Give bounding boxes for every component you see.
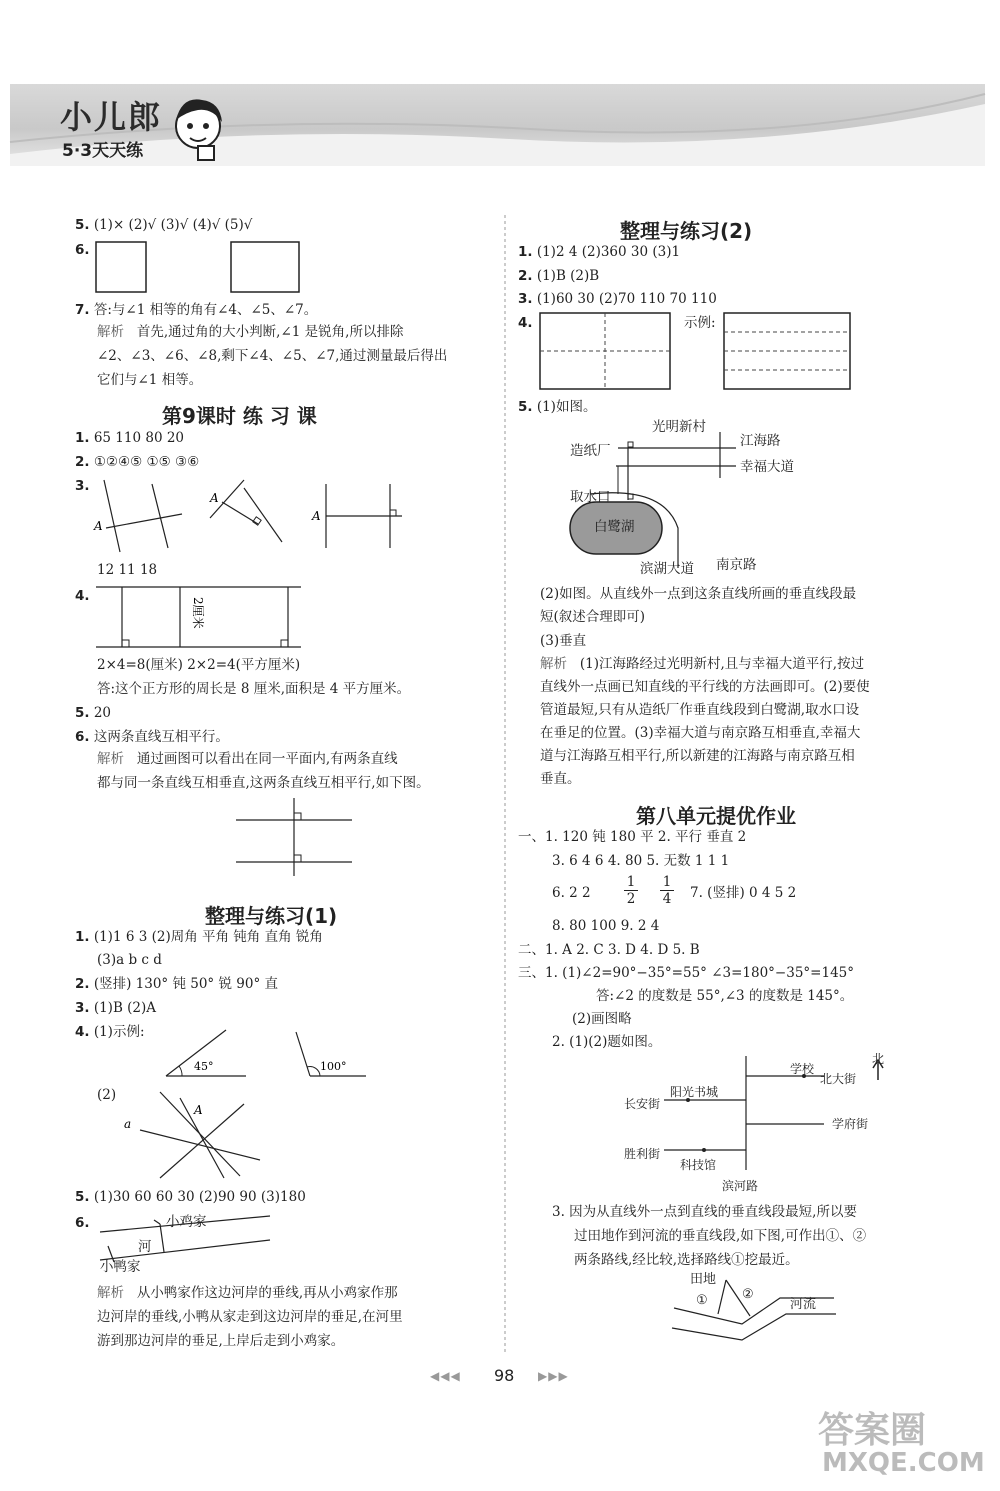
l9-answer-4-ans: 答:这个正方形的周长是 8 厘米,面积是 4 平方厘米。 — [97, 681, 411, 697]
next-arrows-icon: ▶▶▶ — [538, 1369, 569, 1383]
r2-analysis-5: 道与江海路互相平行,所以新建的江海路与南京路互相 — [540, 748, 855, 764]
l9-answer-6: 6. 这两条直线互相平行。 — [75, 729, 229, 745]
r1-answer-2: 2. (竖排) 130° 钝 50° 锐 90° 直 — [75, 976, 278, 992]
angle-45-label: 45° — [194, 1060, 214, 1073]
prev-arrows-icon: ◀◀◀ — [430, 1369, 461, 1383]
map-north: 北 — [872, 1052, 885, 1066]
map-label-binhu: 滨湖大道 — [640, 561, 694, 577]
l9-answer-3-num: 3. — [75, 478, 90, 494]
r1-answer-3: 3. (1)B (2)A — [75, 1000, 157, 1016]
u8-part-3-2: 2. (1)(2)题如图。 — [552, 1034, 662, 1050]
map-xuefu: 学府街 — [832, 1117, 869, 1131]
duck-home-label: 小鸭家 — [100, 1259, 141, 1275]
l9-answer-2: 2. ①②④⑤ ①⑤ ③⑥ — [75, 454, 200, 470]
r1-answer-1b: (3)a b c d — [97, 952, 162, 968]
map-binhe: 滨河路 — [722, 1179, 759, 1193]
r2-answer-2: 2. (1)B (2)B — [518, 268, 600, 284]
u8-part-3-3a: 3. 因为从直线外一点到直线的垂直线段最短,所以要 — [552, 1204, 857, 1220]
map-label-lake: 白鹭湖 — [594, 519, 635, 535]
answer-5: 5. (1)× (2)√ (3)√ (4)√ (5)√ — [75, 217, 253, 233]
r2-analysis-2: 直线外一点画已知直线的平行线的方法画即可。(2)要使 — [540, 679, 870, 695]
u8-part-2: 二、1. A 2. C 3. D 4. D 5. B — [518, 942, 700, 958]
l9-answer-4-num: 4. — [75, 588, 90, 604]
u8-row-3: 3. 6 4 6 4. 80 5. 无数 1 1 1 — [552, 853, 730, 869]
svg-text:A: A — [312, 509, 321, 523]
u8-row-8: 8. 80 100 9. 2 4 — [552, 918, 660, 934]
section-title-lesson9: 第9课时 练 习 课 — [162, 404, 317, 428]
r1-answer-1: 1. (1)1 6 3 (2)周角 平角 钝角 直角 锐角 — [75, 929, 323, 945]
example-label: 示例: — [684, 315, 716, 331]
chick-home-label: 小鸡家 — [166, 1214, 207, 1230]
angle-drawings — [160, 1028, 370, 1080]
u8-part-3-1-ans: 答:∠2 的度数是 55°,∠3 的度数是 145°。 — [596, 988, 854, 1004]
answer-7-analysis-1: 解析 首先,通过角的大小判断,∠1 是锐角,所以排除 — [97, 324, 404, 340]
r1-answer-6-analysis-3: 游到那边河岸的垂足,上岸后走到小鸡家。 — [97, 1333, 345, 1349]
map-label-guangming: 光明新村 — [652, 419, 706, 435]
l9-answer-3-figures — [94, 478, 414, 558]
section-title-unit8: 第八单元提优作业 — [636, 804, 796, 828]
l9-answer-4-calc: 2×4=8(厘米) 2×2=4(平方厘米) — [97, 657, 301, 673]
map-changan: 长安街 — [624, 1097, 661, 1111]
column-divider — [503, 215, 507, 1355]
l9-answer-4-figure — [96, 585, 306, 650]
svg-text:A: A — [194, 1103, 203, 1117]
u8-part-3-3b: 过田地作到河流的垂直线段,如下图,可作出①、② — [574, 1228, 867, 1244]
map-shengli: 胜利街 — [624, 1147, 661, 1161]
r2-analysis-6: 垂直。 — [540, 771, 581, 787]
l9-answer-6-analysis-2: 都与同一条直线互相垂直,这两条直线互相平行,如下图。 — [97, 775, 430, 791]
map-label-paper-mill: 造纸厂 — [570, 443, 611, 459]
r1-answer-6-analysis-2: 边河岸的垂线,小鸭从家走到这边河岸的垂足,在河里 — [97, 1309, 403, 1325]
u8-part-3-1-draw: (2)画图略 — [572, 1011, 632, 1027]
map-label-xingfu: 幸福大道 — [740, 459, 794, 475]
svg-text:A: A — [210, 491, 219, 505]
u8-row-1: 一、1. 120 钝 180 平 2. 平行 垂直 2 — [518, 829, 747, 845]
r1-answer-4b: (2) — [97, 1087, 117, 1103]
field-label: 田地 — [690, 1272, 717, 1287]
fraction-one-half: 1 2 — [624, 874, 638, 907]
r1-answer-6-analysis-1: 解析 从小鸭家作这边河岸的垂线,再从小鸡家作那 — [97, 1285, 398, 1301]
brand-title: 小儿郎 — [60, 98, 163, 136]
answer-6-figures — [96, 242, 306, 294]
watermark-logo: 答案圈 — [818, 1410, 927, 1451]
page-number: 98 — [494, 1366, 515, 1385]
brand-series: 5·3天天练 — [62, 141, 144, 161]
l9-answer-1: 1. 65 110 80 20 — [75, 430, 185, 446]
r2-answer-5: 5. (1)如图。 — [518, 399, 597, 415]
answer-6-num: 6. — [75, 242, 90, 258]
r1-answer-5: 5. (1)30 60 60 30 (2)90 90 (3)180 — [75, 1189, 306, 1205]
l9-answer-3-nums: 12 11 18 — [97, 562, 158, 578]
map-label-jianghai: 江海路 — [740, 433, 781, 449]
answer-7-analysis-2: ∠2、∠3、∠6、∠8,剩下∠4、∠5、∠7,通过测量最后得出 — [97, 348, 448, 364]
r2-answer-4-num: 4. — [518, 315, 533, 331]
river-flow-label: 河流 — [790, 1297, 817, 1312]
answer-7-analysis-3: 它们与∠1 相等。 — [97, 372, 203, 388]
r2-answer-1: 1. (1)2 4 (2)360 30 (3)1 — [518, 244, 681, 260]
angle-100-label: 100° — [320, 1060, 347, 1073]
point-a-label: A — [94, 519, 103, 533]
kid-mascot-icon — [168, 94, 228, 164]
r2-answer-3: 3. (1)60 30 (2)70 110 70 110 — [518, 291, 717, 307]
parallel-lines-figure — [236, 798, 356, 878]
crossing-lines-figure — [120, 1090, 270, 1180]
u8-row-7: 7. (竖排) 0 4 5 2 — [690, 885, 797, 901]
map-label-intake: 取水口 — [570, 489, 611, 505]
u8-part-3-3c: 两条路线,经比较,选择路线①挖最近。 — [574, 1252, 799, 1268]
r2-answer-5-b2: 短(叙述合理即可) — [540, 609, 646, 625]
watermark-site: MXQE.COM — [822, 1448, 985, 1478]
map-science-museum: 科技馆 — [680, 1158, 717, 1172]
answer-7: 7. 答:与∠1 相等的角有∠4、∠5、∠7。 — [75, 302, 318, 318]
r2-analysis-4: 在垂足的位置。(3)幸福大道与南京路互相垂直,幸福大 — [540, 725, 861, 741]
r1-answer-6-num: 6. — [75, 1215, 90, 1231]
u8-part-3-1: 三、1. (1)∠2=90°−35°=55° ∠3=180°−35°=145° — [518, 965, 855, 981]
map-bookstore: 阳光书城 — [670, 1085, 719, 1099]
l9-answer-5: 5. 20 — [75, 705, 112, 721]
r2-analysis-1: 解析 (1)江海路经过光明新村,且与幸福大道平行,按过 — [540, 656, 865, 672]
u8-row-6: 6. 2 2 — [552, 885, 591, 901]
section-title-review2: 整理与练习(2) — [620, 219, 753, 243]
route-1-label: ① — [696, 1293, 708, 1308]
fraction-one-quarter: 1 4 — [660, 874, 674, 907]
line-a-label: a — [124, 1117, 132, 1131]
river-label: 河 — [138, 1239, 152, 1255]
r2-answer-5-b1: (2)如图。从直线外一点到这条直线所画的垂直线段最 — [540, 586, 857, 602]
r2-answer-5-c: (3)垂直 — [540, 633, 587, 649]
map-school: 学校 — [790, 1062, 815, 1076]
l9-answer-6-analysis-1: 解析 通过画图可以看出在同一平面内,有两条直线 — [97, 751, 398, 767]
map-label-nanjing: 南京路 — [716, 557, 757, 573]
route-2-label: ② — [742, 1287, 754, 1302]
r1-answer-4: 4. (1)示例: — [75, 1024, 145, 1040]
section-title-review1: 整理与练习(1) — [205, 904, 338, 928]
r2-analysis-3: 管道最短,只有从造纸厂作垂直线段到白鹭湖,取水口设 — [540, 702, 860, 718]
length-label: 2厘米 — [191, 597, 205, 629]
map-beida-street: 北大街 — [820, 1072, 857, 1086]
